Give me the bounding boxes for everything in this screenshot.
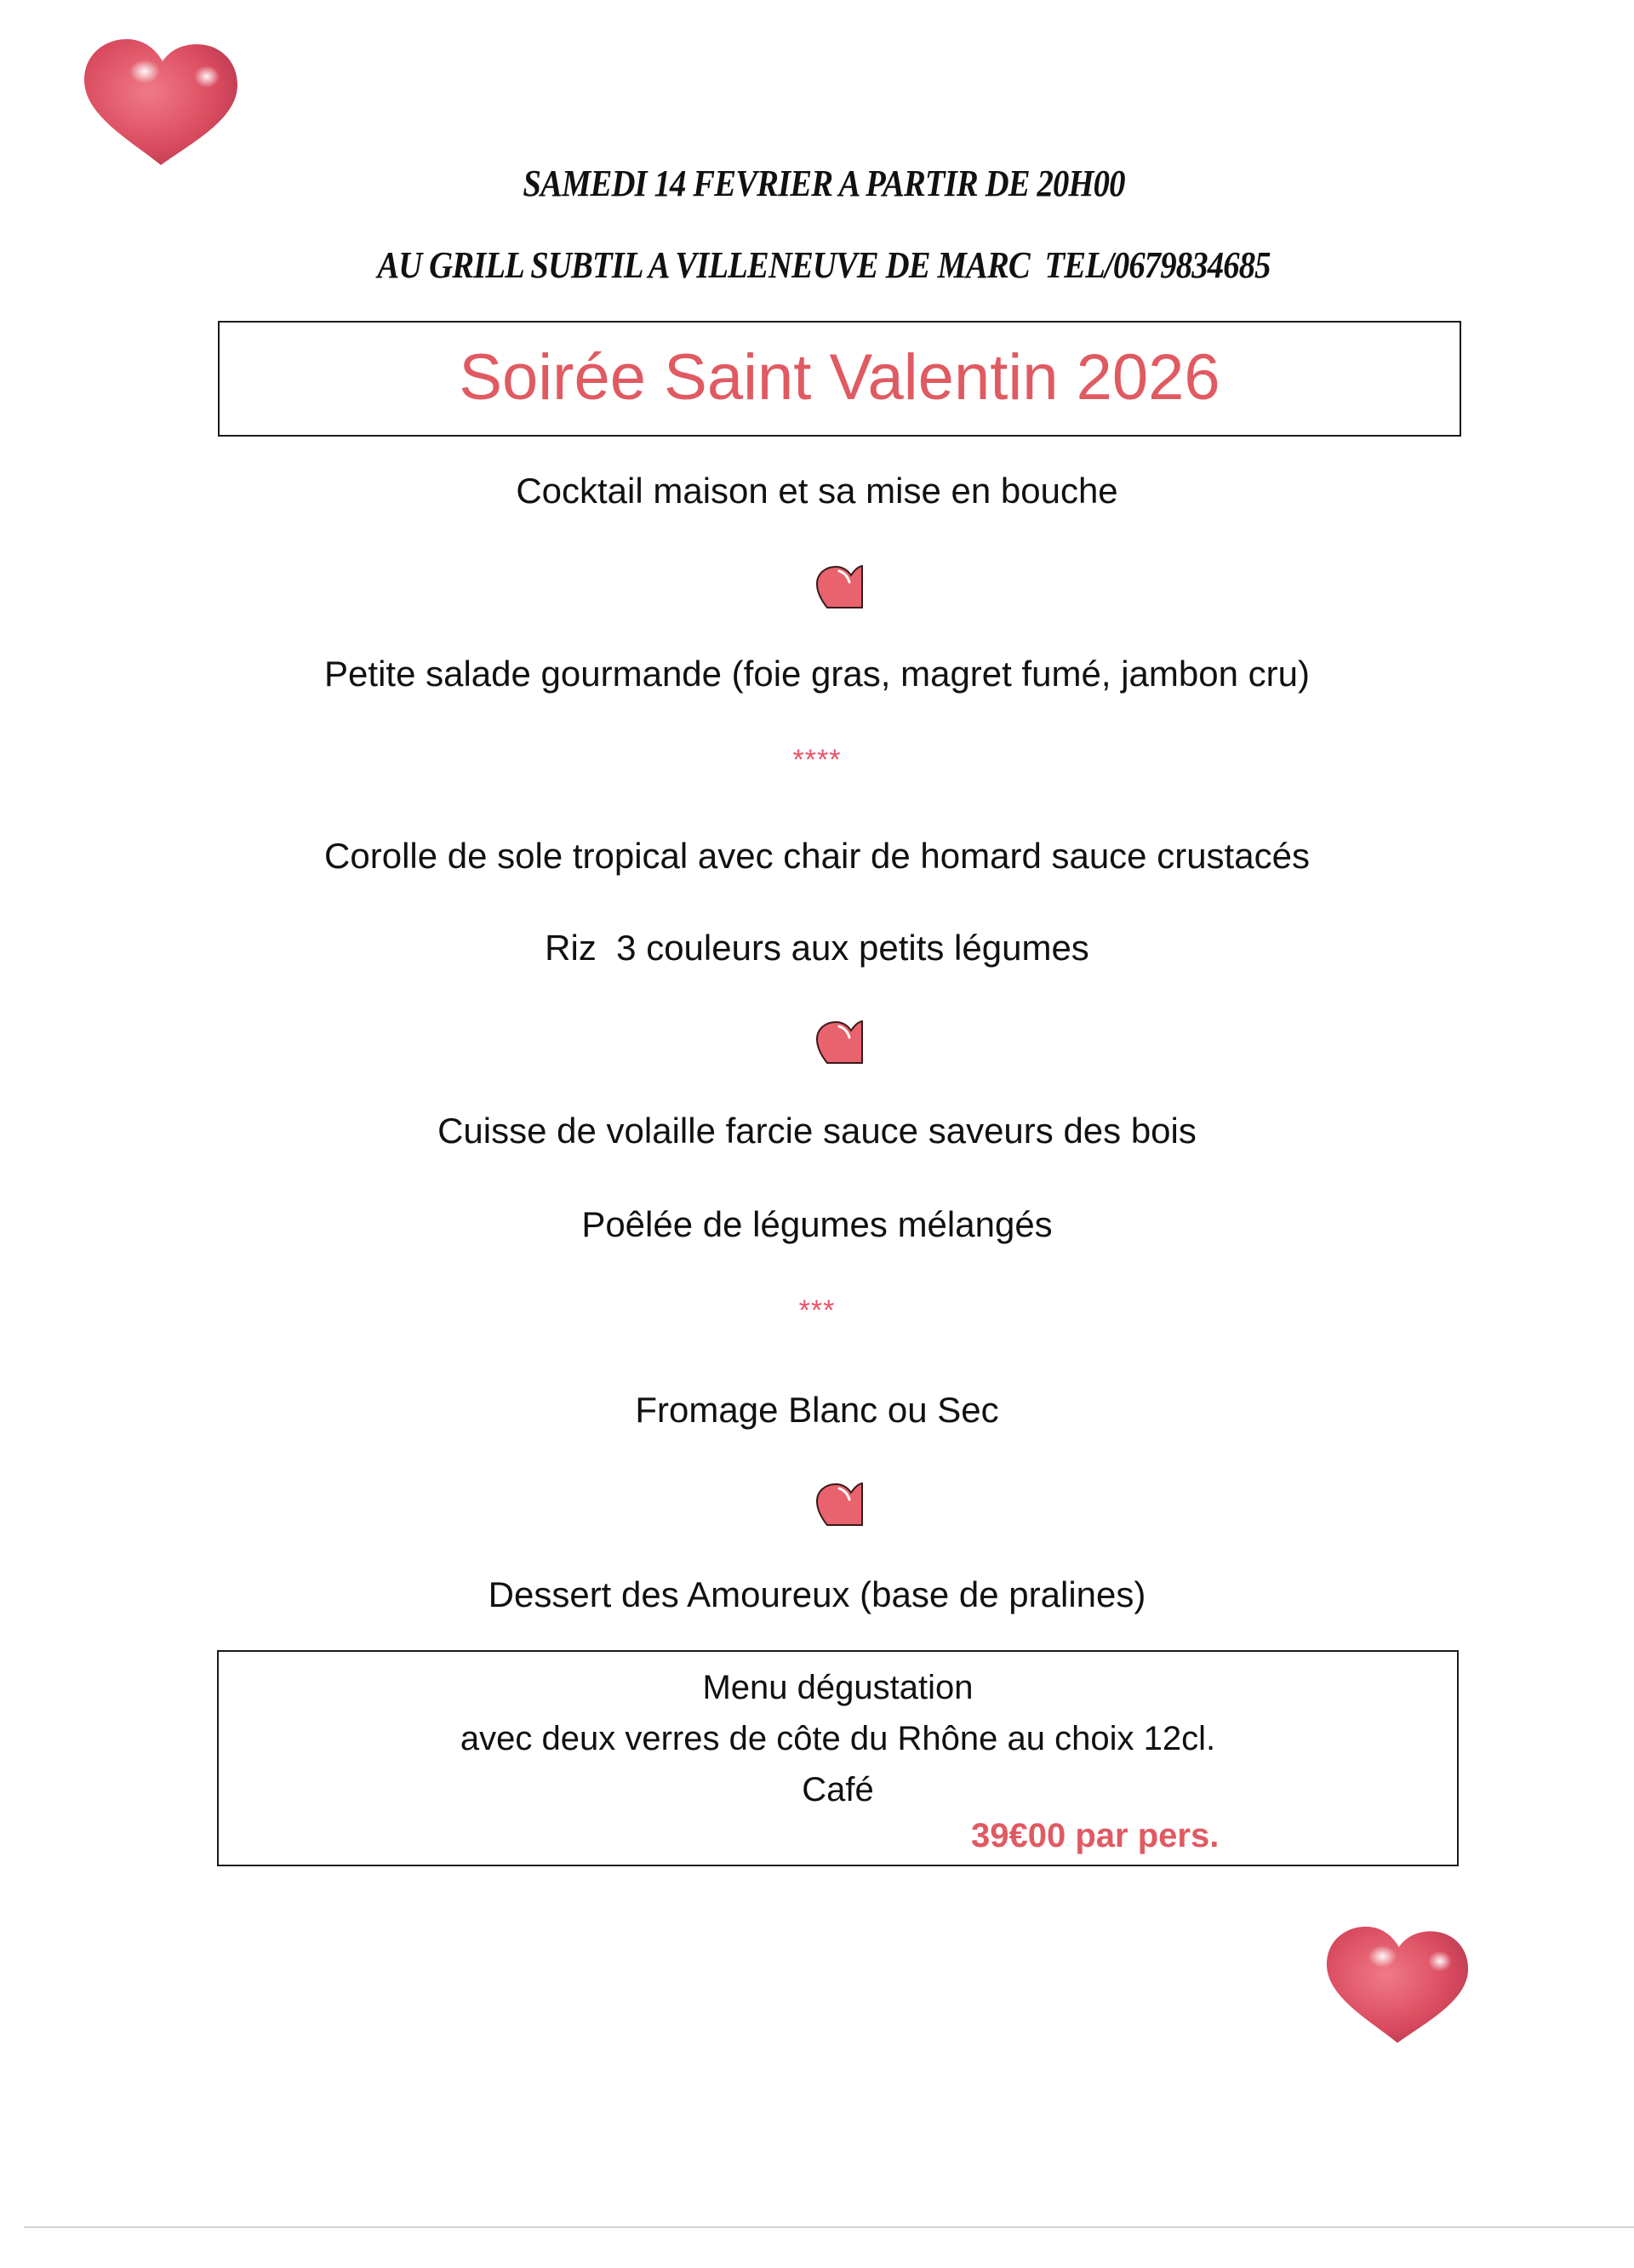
heart-divider-icon: [815, 1482, 863, 1527]
menu-item-cheese: Fromage Blanc ou Sec: [635, 1390, 999, 1430]
offer-box: [217, 1650, 1459, 1866]
page-bottom-rule: [24, 2226, 1634, 2228]
venue-phone-line: AU GRILL SUBTIL A VILLENEUVE DE MARC TEL/0679834685: [377, 244, 1271, 286]
menu-item-meat-side: Poêlée de légumes mélangés: [581, 1204, 1053, 1244]
offer-wine: avec deux verres de côte du Rhône au choix 12cl.: [460, 1720, 1216, 1757]
menu-item-fish-main: Corolle de sole tropical avec chair de homard sauce crustacés: [324, 836, 1310, 876]
offer-price: 39€00 par pers.: [971, 1817, 1220, 1854]
separator-stars-3: ***: [798, 1294, 836, 1327]
page-title: Soirée Saint Valentin 2026: [459, 341, 1220, 414]
offer-name: Menu dégustation: [702, 1669, 974, 1706]
event-date-line: SAMEDI 14 FEVRIER A PARTIR DE 20H00: [523, 163, 1125, 204]
menu-item-fish-side: Riz 3 couleurs aux petits légumes: [545, 928, 1089, 968]
menu-item-dessert: Dessert des Amoureux (base de pralines): [488, 1574, 1146, 1614]
title-box: [218, 321, 1461, 437]
heart-top-left-icon: [81, 37, 241, 170]
menu-item-aperitif: Cocktail maison et sa mise en bouche: [516, 471, 1118, 511]
separator-stars-4: ****: [792, 744, 842, 776]
offer-coffee: Café: [802, 1771, 874, 1808]
heart-bottom-right-icon: [1323, 1925, 1471, 2048]
heart-divider-icon: [815, 1020, 863, 1065]
menu-item-meat-main: Cuisse de volaille farcie sauce saveurs des bois: [437, 1111, 1197, 1151]
heart-divider-icon: [815, 565, 863, 609]
menu-item-starter: Petite salade gourmande (foie gras, magret fumé, jambon cru): [324, 654, 1310, 694]
